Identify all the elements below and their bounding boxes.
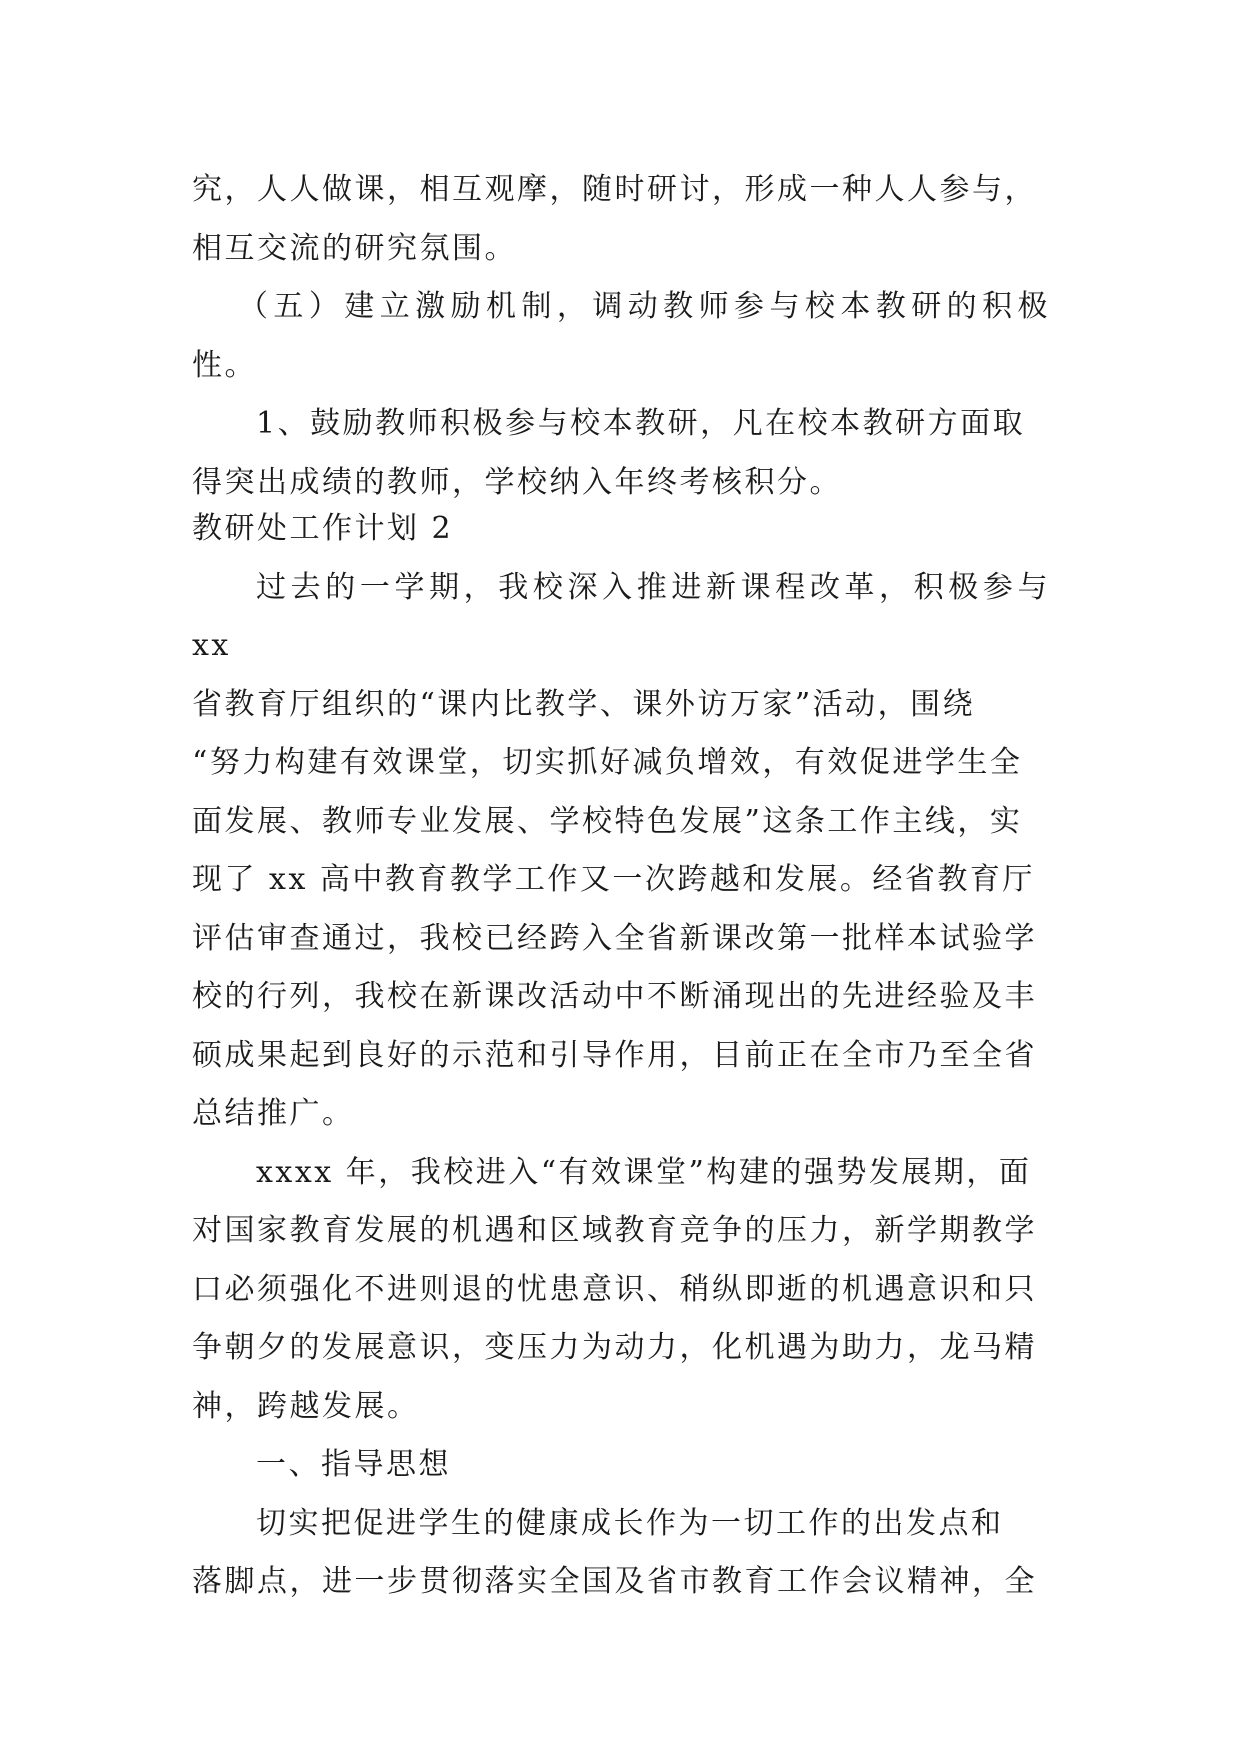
paragraph-line: 现了 xx 高中教育教学工作又一次跨越和发展。经省教育厅 [192,862,1035,897]
subsection-heading: （五）建立激励机制，调动教师参与校本教研的积极性。 [192,289,1050,383]
paragraph-line: 校的行列，我校在新课改活动中不断涌现出的先进经验及丰 [192,979,1037,1014]
paragraph-line: 口必须强化不进则退的忧患意识、稍纵即逝的机遇意识和只 [192,1271,1037,1307]
paragraph-line: 相互交流的研究氛围。 [192,230,517,266]
paragraph-line: 面发展、教师专业发展、学校特色发展”这条工作主线，实 [192,803,1023,839]
paragraph-line: 究，人人做课，相互观摩，随时研讨，形成一种人人参与， [192,172,1037,207]
paragraph-line: 对国家教育发展的机遇和区域教育竞争的压力，新学期教学 [192,1213,1037,1248]
main-section [192,500,1050,1612]
paragraph-line: 省教育厅组织的“课内比教学、课外访万家”活动，围绕 [192,686,976,722]
paragraph-line: 总结推广。 [192,1096,355,1131]
continued-section [192,161,1050,512]
paragraph-line: 评估审查通过，我校已经跨入全省新课改第一批样本试验学 [192,920,1037,956]
paragraph-line: 争朝夕的发展意识，变压力为动力，化机遇为助力，龙马精 [192,1330,1037,1365]
paragraph-line: “努力构建有效课堂，切实抓好减负增效，有效促进学生全 [192,745,1023,780]
subheading: 一、指导思想 [256,1447,451,1482]
paragraph-line: 得突出成绩的教师，学校纳入年终考核积分。 [192,464,842,500]
paragraph-line: 过去的一学期，我校深入推进新课程改革，积极参与 xx [192,569,1050,663]
paragraph-line: 1、鼓励教师积极参与校本教研，凡在校本教研方面取 [256,406,1026,441]
section-title: 教研处工作计划 2 [192,511,454,546]
paragraph-line: 落脚点，进一步贯彻落实全国及省市教育工作会议精神，全 [192,1564,1037,1599]
paragraph-line: xxxx 年，我校进入“有效课堂”构建的强势发展期，面 [256,1154,1032,1190]
paragraph-line: 硕成果起到良好的示范和引导作用，目前正在全市乃至全省 [192,1037,1037,1073]
paragraph-line: 切实把促进学生的健康成长作为一切工作的出发点和 [256,1505,1004,1541]
paragraph-line: 神，跨越发展。 [192,1388,420,1424]
